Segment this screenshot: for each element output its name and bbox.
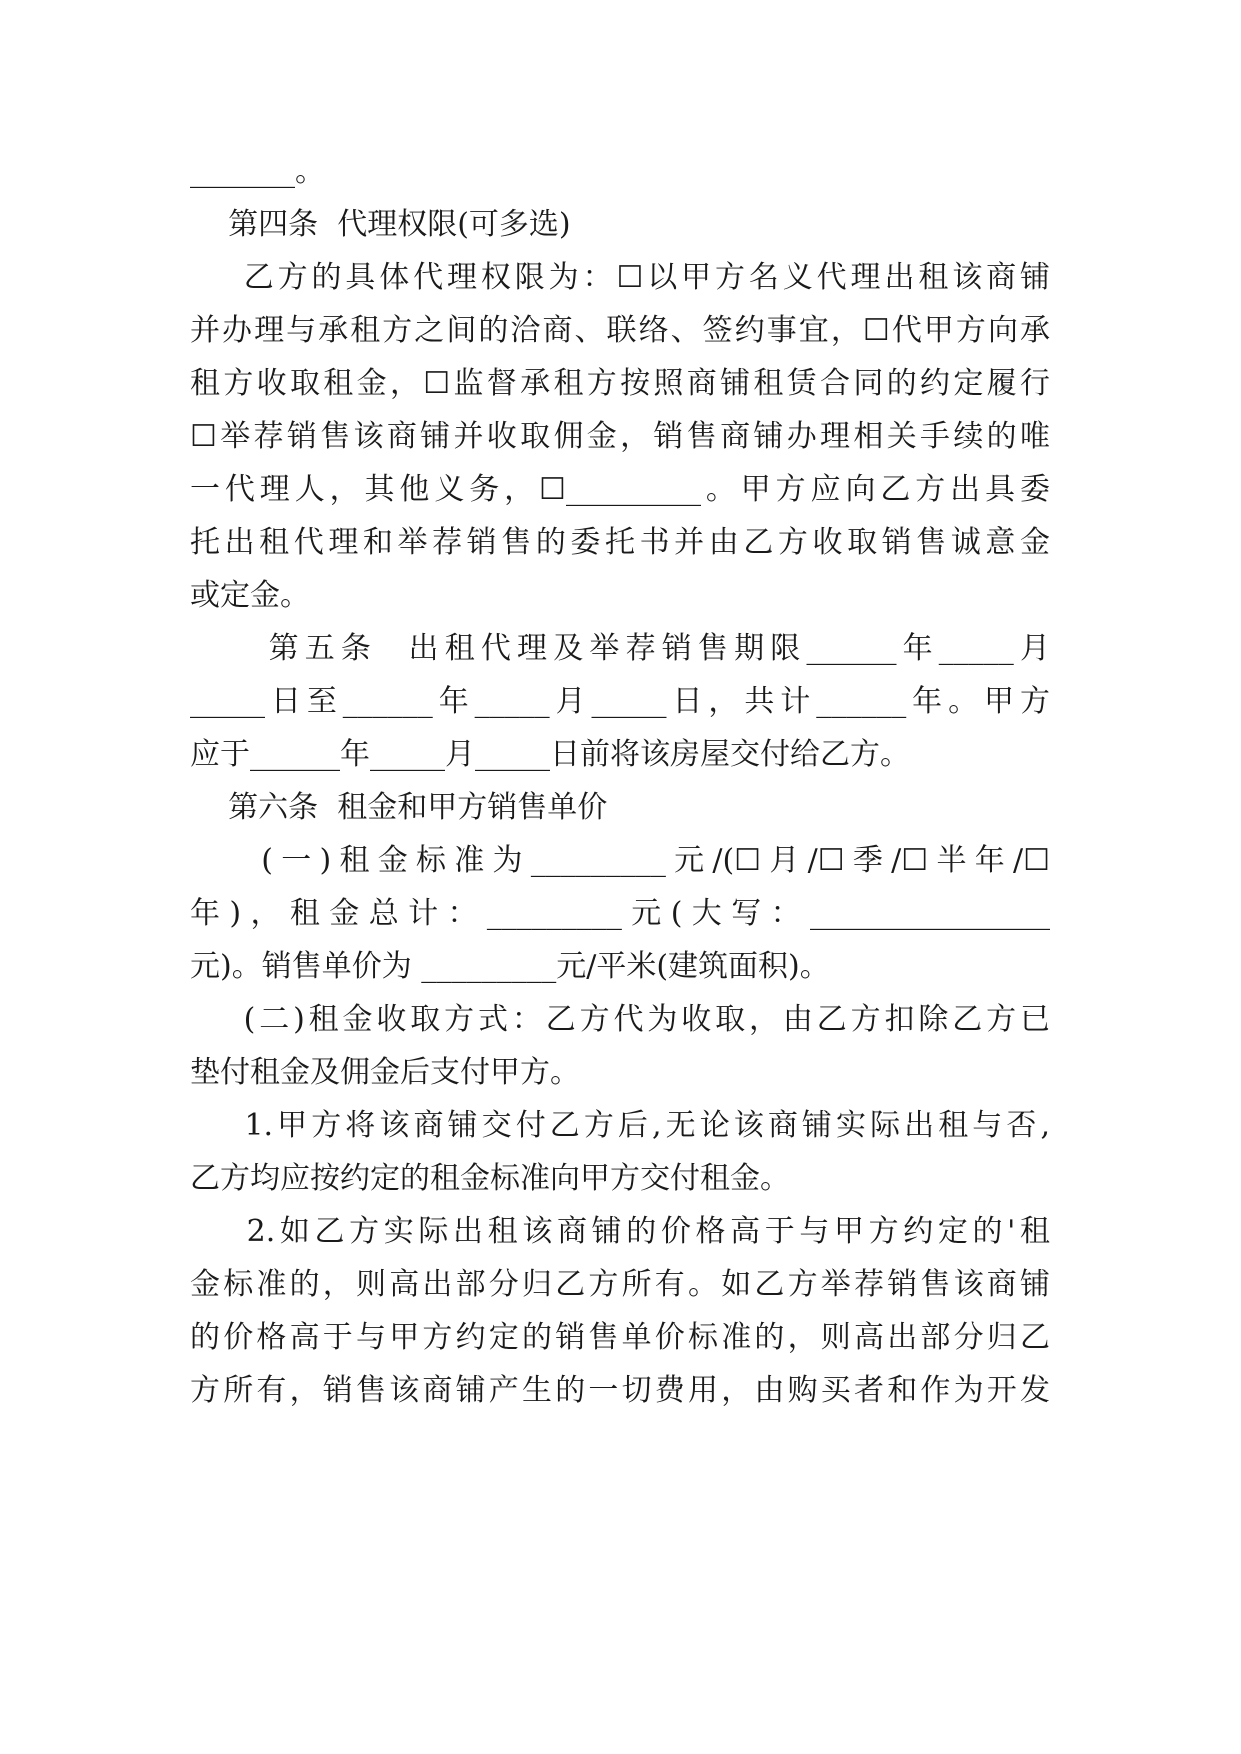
text-line: (二)租金收取方式：乙方代为收取，由乙方扣除乙方已 — [190, 1002, 1050, 1037]
text-line: 并办理与承租方之间的洽商、联络、签约事宜，☐代甲方向承 — [190, 313, 1050, 348]
article-heading-4: 第四条 代理权限(可多选) — [190, 207, 571, 242]
text-line: 托出租代理和举荐销售的委托书并由乙方收取销售诚意金 — [190, 525, 1050, 560]
text-line: _____日至______年_____月_____日，共计______年。甲方 — [190, 684, 1050, 719]
text-line: 乙方均应按约定的租金标准向甲方交付租金。 — [190, 1161, 790, 1196]
text-line: 租方收取租金，☐监督承租方按照商铺租赁合同的约定履行 — [190, 366, 1050, 401]
text-line: 垫付租金及佣金后支付甲方。 — [190, 1055, 580, 1090]
text-line: _______。 — [190, 154, 325, 189]
text-line: 应于______年_____月_____日前将该房屋交付给乙方。 — [190, 737, 910, 772]
text-line: 的价格高于与甲方约定的销售单价标准的，则高出部分归乙 — [190, 1320, 1050, 1355]
text-line: 方所有，销售该商铺产生的一切费用，由购买者和作为开发 — [190, 1373, 1050, 1408]
text-line: 一代理人，其他义务，☐_________。甲方应向乙方出具委 — [190, 472, 1050, 507]
text-line: 乙方的具体代理权限为：☐以甲方名义代理出租该商铺 — [190, 260, 1050, 295]
text-line: 或定金。 — [190, 578, 310, 613]
text-line: 元)。销售单价为 _________元/平米(建筑面积)。 — [190, 949, 830, 984]
article-heading-6: 第六条 租金和甲方销售单价 — [190, 790, 608, 825]
text-line: 年)，租金总计：_________元(大写：________________ — [190, 896, 1050, 931]
text-line: 金标准的，则高出部分归乙方所有。如乙方举荐销售该商铺 — [190, 1267, 1050, 1302]
text-line: (一)租金标准为_________元/(☐月/☐季/☐半年/☐ — [190, 843, 1050, 878]
text-line: ☐举荐销售该商铺并收取佣金，销售商铺办理相关手续的唯 — [190, 419, 1050, 454]
article-heading-5: 第五条 出租代理及举荐销售期限______年_____月 — [190, 631, 1050, 666]
text-line: 2.如乙方实际出租该商铺的价格高于与甲方约定的'租 — [190, 1214, 1050, 1249]
text-line: 1.甲方将该商铺交付乙方后,无论该商铺实际出租与否, — [190, 1108, 1050, 1143]
